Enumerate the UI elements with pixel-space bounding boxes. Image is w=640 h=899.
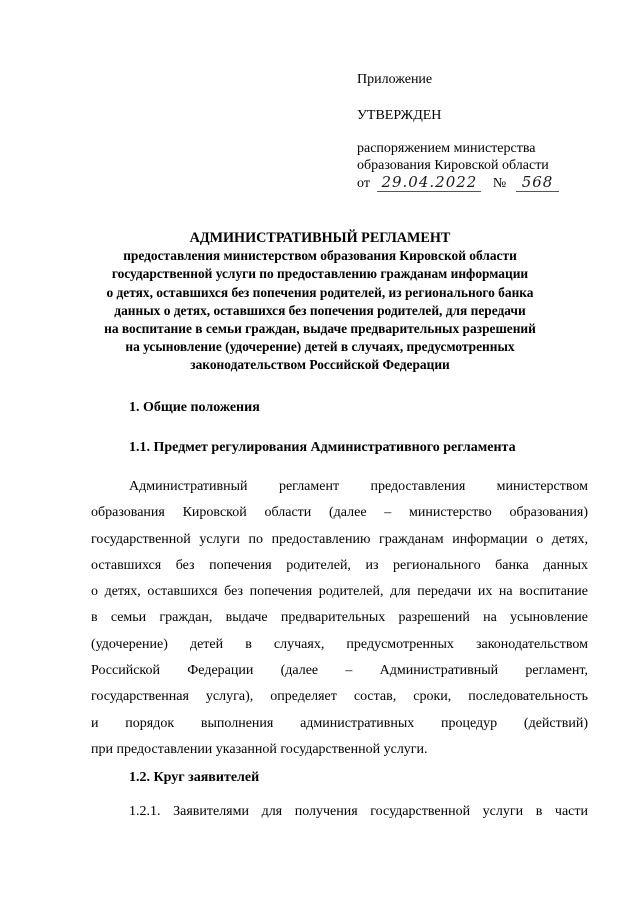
paragraph-line: государственной услуги по предоставлению гражданам информации о детях, bbox=[91, 531, 588, 547]
title-main: АДМИНИСТРАТИВНЫЙ РЕГЛАМЕНТ bbox=[189, 230, 451, 246]
paragraph-line: в семьи граждан, выдаче предварительных разрешений на усыновление bbox=[91, 610, 588, 626]
section-heading-1-1: 1.1. Предмет регулирования Административного регламента bbox=[129, 440, 516, 455]
paragraph-line: Административный регламент предоставления министерством bbox=[129, 479, 588, 494]
order-date-line bbox=[357, 174, 559, 192]
paragraph-1-2-1 bbox=[91, 799, 588, 825]
title-line: на усыновление (удочерение) детей в случаях, предусмотренных bbox=[125, 339, 515, 355]
approved-label: УТВЕРЖДЕН bbox=[357, 108, 442, 123]
paragraph-line: 1.2.1. Заявителями для получения государственной услуги в части bbox=[129, 804, 588, 819]
handwritten-number: 568 bbox=[516, 173, 560, 192]
section-heading-1-2: 1.2. Круг заявителей bbox=[129, 770, 260, 785]
section-heading-1: 1. Общие положения bbox=[129, 400, 260, 415]
title-line: государственной услуги по предоставлению гражданам информации bbox=[111, 266, 529, 282]
title-line: данных о детях, оставшихся без попечения родителей, для передачи bbox=[114, 302, 526, 318]
handwritten-date: 29.04.2022 bbox=[377, 173, 481, 192]
paragraph-line: Российской Федерации (далее – Административный регламент, bbox=[91, 663, 588, 679]
paragraph-line: образования Кировской области (далее – министерство образования) bbox=[91, 505, 588, 521]
paragraph-line: о детях, оставшихся без попечения родителей, для передачи их на воспитание bbox=[91, 584, 588, 600]
order-line-1: распоряжением министерства bbox=[357, 141, 536, 156]
number-sign: № bbox=[492, 176, 507, 191]
paragraph-line: государственная услуга), определяет состав, сроки, последовательность bbox=[91, 689, 588, 705]
paragraph-line: оставшихся без попечения родителей, из регионального банка данных bbox=[91, 557, 588, 573]
appendix-label: Приложение bbox=[357, 72, 433, 87]
paragraph-line: и порядок выполнения административных процедур (действий) bbox=[91, 715, 588, 731]
paragraph-line: при предоставлении указанной государственной услуги. bbox=[91, 741, 428, 757]
title-line: законодательством Российской Федерации bbox=[190, 357, 450, 373]
date-prefix: от bbox=[357, 176, 370, 191]
paragraph-line: (удочерение) детей в случаях, предусмотренных законодательством bbox=[91, 636, 588, 652]
document-title bbox=[80, 229, 560, 375]
paragraph-1-1 bbox=[91, 474, 588, 763]
order-line-2: образования Кировской области bbox=[357, 158, 549, 173]
title-line: на воспитание в семьи граждан, выдаче предварительных разрешений bbox=[104, 321, 536, 337]
title-line: предоставления министерством образования Кировской области bbox=[123, 248, 517, 264]
title-line: о детях, оставшихся без попечения родителей, из регионального банка bbox=[106, 284, 534, 300]
